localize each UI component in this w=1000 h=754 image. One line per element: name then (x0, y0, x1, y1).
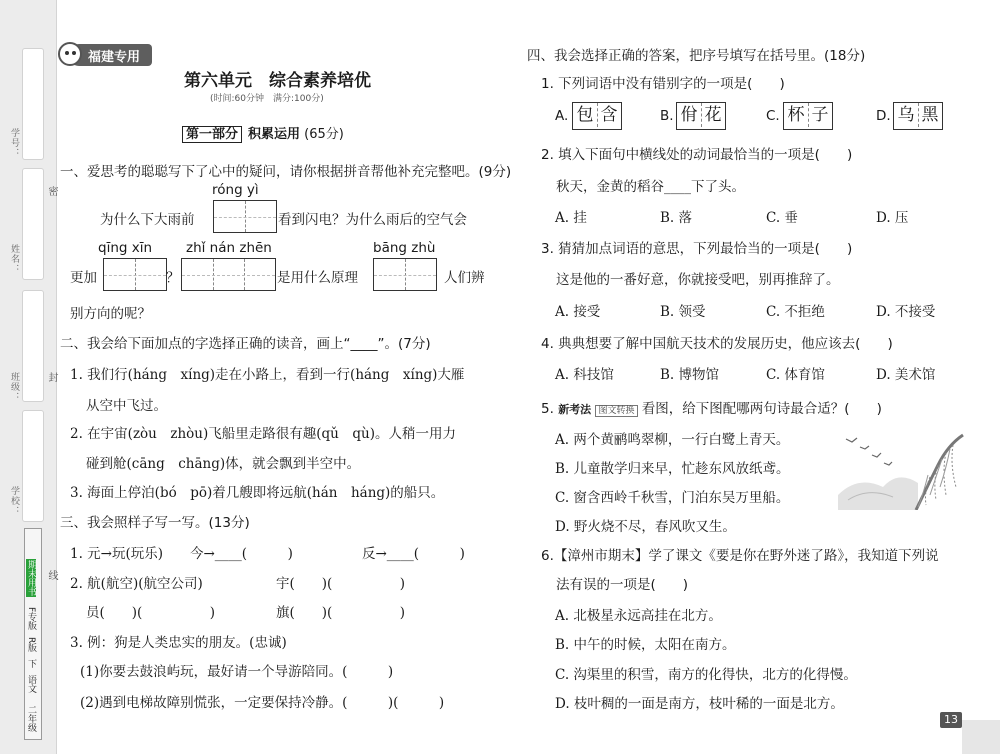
section-2-heading: 二、我会给下面加点的字选择正确的读音，画上“____”。(7分) (60, 336, 431, 352)
q4-option-a[interactable]: A. 科技馆 (555, 367, 614, 383)
seal-mark: 封 (46, 372, 57, 382)
s3-blank-fan[interactable]: 反→____( ) (362, 546, 465, 562)
answer-grid-rongyi[interactable] (213, 200, 277, 233)
q4-stem: 4. 典典想要了解中国航天技术的发展历史，他应该去( ) (541, 336, 893, 352)
s3-example-hang: 2. 航(航空)(航空公司) (70, 576, 203, 592)
new-method-label: 新考法 (558, 403, 592, 416)
s1-text: ？ (166, 270, 180, 286)
q4-option-c[interactable]: C. 体育馆 (766, 367, 825, 383)
image-text-tag: 图文转换 (595, 405, 637, 417)
q6-option-d[interactable]: D. 枝叶稠的一面是南方，枝叶稀的一面是北方。 (555, 696, 844, 712)
page-number: 13 (940, 712, 962, 728)
s1-text: 为什么下大雨前 (100, 212, 195, 228)
option-char: 黑 (918, 103, 942, 127)
q6-stem: 6.【漳州市期末】学了课文《要是你在野外迷了路》，我知道下列说 (541, 548, 939, 564)
s3-blank-qi[interactable]: 旗( )( ) (276, 605, 406, 621)
s3-item-1[interactable]: (1)你要去鼓浪屿玩，最好请一个导游陪同。( ) (80, 664, 394, 680)
s3-blank-yu[interactable]: 宇( )( ) (276, 576, 406, 592)
option-char: 杯 (787, 105, 805, 125)
q2-option-c[interactable]: C. 垂 (766, 210, 798, 226)
q5-option-c[interactable]: C. 窗含西岭千秋雪，门泊东吴万里船。 (555, 490, 790, 506)
spine-text: 二年级 (26, 705, 36, 732)
pinyin-rongyi: róng yì (212, 182, 259, 198)
student-id-label: 学号： (9, 128, 19, 158)
option-char: 佾 (680, 105, 698, 125)
section-3-heading: 三、我会照样子写一写。(13分) (60, 515, 250, 531)
q6-option-a[interactable]: A. 北极星永远高挂在北方。 (555, 608, 722, 624)
s1-text: 看到闪电？为什么雨后的空气会 (278, 212, 467, 228)
q2-option-b[interactable]: B. 落 (660, 210, 693, 226)
q1-option-a[interactable] (572, 102, 622, 130)
option-char: 包 (576, 105, 594, 125)
answer-grid-bangzhu[interactable] (373, 258, 437, 291)
s2-item-1[interactable]: 1. 我们行(háng xíng)走在小路上，看到一行(háng xíng)大雁 (70, 367, 465, 383)
school-label: 学校： (9, 486, 19, 516)
q3-option-b[interactable]: B. 领受 (660, 304, 706, 320)
q1-option-letter: A. (555, 108, 569, 124)
q5-option-a[interactable]: A. 两个黄鹂鸣翠柳，一行白鹭上青天。 (555, 432, 790, 448)
spine-text: 语文 (26, 675, 36, 693)
pinyin-bangzhu: bāng zhù (373, 240, 436, 256)
part-name: 积累运用 (248, 127, 301, 142)
option-char: 含 (597, 103, 621, 127)
s1-text: 人们辨 (444, 270, 485, 286)
q3-option-d[interactable]: D. 不接受 (876, 304, 936, 320)
spine-text: R版 (26, 637, 36, 653)
option-char: 乌 (897, 105, 915, 125)
spine-text: F专版 (26, 607, 36, 631)
q5-number: 5. (541, 401, 554, 417)
q3-option-a[interactable]: A. 接受 (555, 304, 601, 320)
q3-stem: 3. 猜猜加点词语的意思，下列最恰当的一项是( ) (541, 241, 853, 257)
s2-item-2-cont: 碰到舱(cāng chāng)体，就会飘到半空中。 (86, 456, 361, 472)
q1-option-letter: D. (876, 108, 891, 124)
exam-time-info: (时间:60分钟 满分:100分) (210, 94, 324, 104)
s3-example-3: 3. 例：狗是人类忠实的朋友。(忠诚) (70, 635, 287, 651)
pinyin-qingxin: qīng xīn (98, 240, 153, 256)
q3-sentence: 这是他的一番好意，你就接受吧，别再推辞了。 (556, 272, 840, 288)
willow-egret-illustration (838, 425, 968, 510)
q2-stem: 2. 填入下面句中横线处的动词最恰当的一项是( ) (541, 147, 853, 163)
name-label: 姓名： (9, 244, 19, 274)
s1-text: 是用什么原理 (277, 270, 358, 286)
q3-option-c[interactable]: C. 不拒绝 (766, 304, 825, 320)
s3-blank-jin[interactable]: 今→____( ) (190, 546, 293, 562)
s3-blank-yuan[interactable]: 员( )( ) (86, 605, 216, 621)
option-char: 花 (701, 103, 725, 127)
q5-stem (541, 397, 882, 417)
q2-sentence: 秋天，金黄的稻谷____下了头。 (556, 179, 745, 195)
q1-option-b[interactable] (676, 102, 726, 130)
class-label: 班级： (9, 372, 19, 402)
q1-option-d[interactable] (893, 102, 943, 130)
option-char: 子 (808, 103, 832, 127)
q5-option-d[interactable]: D. 野火烧不尽，春风吹又生。 (555, 519, 736, 535)
school-box[interactable] (22, 410, 44, 522)
page-corner (962, 720, 1000, 754)
q2-option-a[interactable]: A. 挂 (555, 210, 587, 226)
s2-item-2[interactable]: 2. 在宇宙(zòu zhòu)飞船里走路很有趣(qǔ qù)。人稍一用力 (70, 426, 456, 442)
seal-mark: 密 (46, 186, 57, 196)
spine-highlight: 期末用书 (26, 560, 36, 596)
part-label: 第一部分 (182, 126, 242, 143)
answer-grid-qingxin[interactable] (103, 258, 167, 291)
s3-item-2[interactable]: (2)遇到电梯故障别慌张，一定要保持冷静。( )( ) (80, 695, 445, 711)
class-box[interactable] (22, 290, 44, 402)
section-4-heading: 四、我会选择正确的答案，把序号填写在括号里。(18分) (527, 48, 866, 64)
s2-item-3[interactable]: 3. 海面上停泊(bó pō)着几艘即将远航(hán háng)的船只。 (70, 485, 445, 501)
seal-mark: 线 (46, 570, 57, 580)
q5-option-b[interactable]: B. 儿童散学归来早，忙趁东风放纸鸢。 (555, 461, 790, 477)
q5-text: 看图，给下图配哪两句诗最合适？( ) (641, 401, 882, 417)
q6-option-c[interactable]: C. 沟渠里的积雪，南方的化得快，北方的化得慢。 (555, 667, 857, 683)
s2-item-1-cont: 从空中飞过。 (86, 398, 167, 414)
q1-option-letter: C. (766, 108, 780, 124)
q4-option-b[interactable]: B. 博物馆 (660, 367, 720, 383)
q2-option-d[interactable]: D. 压 (876, 210, 909, 226)
q1-option-c[interactable] (783, 102, 833, 130)
pinyin-zhinanzhen: zhǐ nán zhēn (186, 240, 272, 256)
q6-stem-cont: 法有误的一项是( ) (556, 577, 689, 593)
name-box[interactable] (22, 168, 44, 280)
s1-text: 更加 (70, 270, 97, 286)
mascot-icon (58, 42, 82, 66)
spine-text: 下 (26, 659, 36, 668)
book-spine-label (24, 528, 42, 740)
part-heading (182, 123, 344, 142)
part-score: (65分) (304, 127, 344, 142)
answer-grid-zhinanzhen[interactable] (181, 258, 276, 291)
q6-option-b[interactable]: B. 中午的时候，太阳在南方。 (555, 637, 736, 653)
q1-stem: 1. 下列词语中没有错别字的一项是( ) (541, 76, 785, 92)
s1-text: 别方向的呢？ (70, 306, 151, 322)
region-badge-text: 福建专用 (88, 50, 141, 65)
s3-example: 1. 元→玩(玩乐) (70, 546, 164, 562)
q1-option-letter: B. (660, 108, 674, 124)
section-1-heading: 一、爱思考的聪聪写下了心中的疑问，请你根据拼音帮他补充完整吧。(9分) (60, 164, 512, 180)
binding-strip (0, 0, 57, 754)
student-id-box[interactable] (22, 48, 44, 160)
q4-option-d[interactable]: D. 美术馆 (876, 367, 936, 383)
page-title: 第六单元 综合素养培优 (184, 71, 371, 91)
